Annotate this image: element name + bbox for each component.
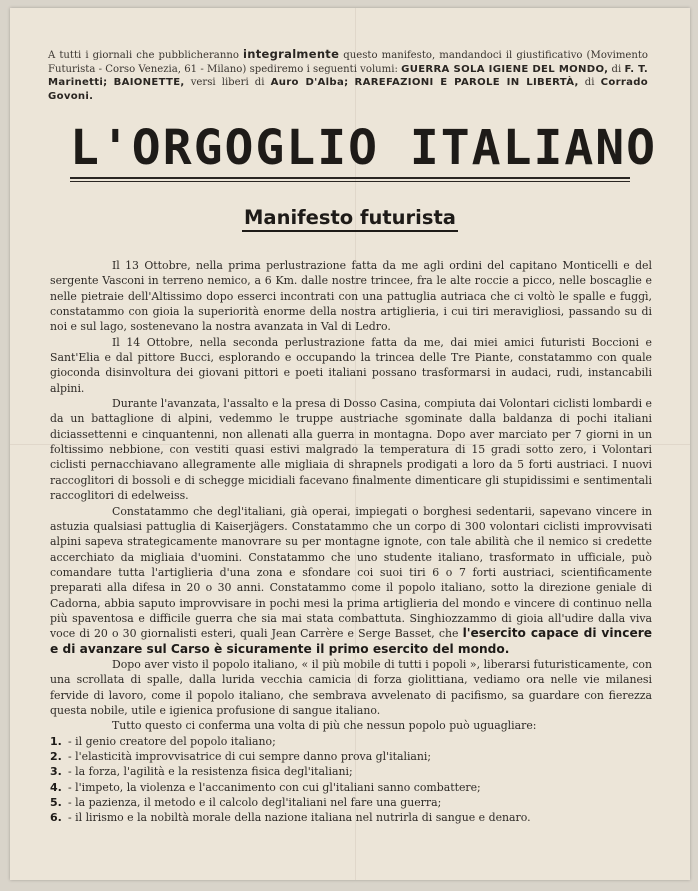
book-baionette: BAIONETTE,	[113, 77, 185, 88]
list-item-text: - l'impeto, la violenza e l'accanimento con cui gl'italiani sanno combattere;	[68, 780, 481, 794]
list-item-number: 6.	[50, 811, 62, 825]
paragraph-6: Tutto questo ci conferma una volta di più che nessun popolo può uguagliare:	[112, 719, 537, 733]
author-govoni: Corrado Govoni.	[48, 77, 648, 102]
list-item-number: 1.	[50, 734, 62, 748]
paragraph-4-emphasis: l'esercito capace di vincere e di avanzare sul Carso è sicuramente il primo esercito del mondo.	[50, 626, 652, 656]
book-rarefazioni: RAREFAZIONI E PAROLE IN LIBERTÀ,	[354, 77, 579, 88]
qualities-list	[50, 734, 652, 826]
list-item-number: 2.	[50, 750, 62, 763]
book-baionette-by: versi liberi di	[190, 77, 265, 88]
header-intro: A tutti i giornali che pubblicheranno	[48, 50, 239, 61]
list-item	[50, 810, 652, 825]
author-marinetti: F. T. Marinetti;	[48, 63, 648, 88]
list-item	[50, 795, 652, 810]
list-item-text: - il lirismo e la nobiltà morale della nazione italiana nel nutrirla di sangue e denaro.	[68, 811, 531, 825]
header-integralmente: integralmente	[243, 47, 340, 61]
list-item	[50, 749, 652, 764]
list-item-number: 3.	[50, 765, 62, 779]
subtitle	[10, 206, 690, 229]
paragraph-4-text: Constatammo che degl'italiani, già operai, impiegati o borghesi sedentarii, sapevano vincere in astuzia qualsiasi pattuglia di Kaiserjägers. Constatammo che un corpo di 300 volontari ciclisti improvvisati alpini sapeva strategicamente manovrare su per montagne ignote, con tale abilità che il nemico si credette accerchiato da migliaia d'uomini. Constatammo che uno studente italiano, trasformato in ufficiale, può comandare tutta l'artiglieria d'una zona e sfondare coi suoi tiri 6 o 7 forti austriaci, scientificamente preparati alla difesa in 20 o 30 anni. Constatammo come il popolo italiano, sotto la direzione geniale di Cadorna, abbia saputo improvvisare in pochi mesi la prima artiglieria del mondo e vincere di continuo nella più spaventosa e difficile guerra che sia mai stata combattuta. Singhiozzammo di gioia all'udire dalla viva voce di 20 o 30 giornalisti esteri, quali Jean Carrère e Serge Basset, che	[50, 504, 652, 641]
page-title: L'ORGOGLIO ITALIANO	[70, 120, 658, 176]
book-rarefazioni-by: di	[584, 77, 595, 88]
header-intro-cont: questo manifesto, mandandoci il giustificativo (Movimento Futurista - Corso Venezia, 61 - Milano) spediremo i seguenti volumi:	[48, 50, 649, 75]
paragraph-2: Il 14 Ottobre, nella seconda perlustrazione fatta da me, dai miei amici futuristi Boccioni e Sant'Elia e dal pittore Bucci, esplorando e occupando la trincea delle Tre Piante, constatammo con quale gioconda disinvoltura dei giovani pittori e poeti italiani possano trasformarsi in audaci, rudi, instancabili alpini.	[50, 335, 652, 395]
list-item-number: 5.	[50, 796, 62, 810]
subtitle-text: Manifesto futurista	[242, 206, 458, 232]
list-item	[50, 764, 652, 779]
list-item-text: - la pazienza, il metodo e il calcolo degl'italiani nel fare una guerra;	[68, 796, 442, 810]
list-item-text: - la forza, l'agilità e la resistenza fisica degl'italiani;	[68, 765, 353, 779]
title-block	[70, 120, 658, 182]
book-guerra-by: di	[611, 63, 622, 75]
paragraph-3: Durante l'avanzata, l'assalto e la presa di Dosso Casina, compiuta dai Volontari ciclisti lombardi e da un battaglione di alpini, vedemmo le truppe austriache sgominate dalla baldanza di pochi italiani diciassettenni e cinquantenni, non allenati alla guerra in montagna. Dopo aver marciato per 7 giorni in un foltissimo nebbione, con vestiti quasi estivi malgrado la temperatura di 15 gradi sotto zero, i Volontari ciclisti pernacchiavano allegramente alle migliaia di shrapnels prodigati a loro da 5 forti austriaci. I nuovi raccoglitori di bossoli e di schegge micidiali facevano finalmente dimenticare gli stupidissimi e sentimentali raccoglitori di edelweiss.	[50, 397, 652, 503]
manifesto-sheet	[10, 8, 690, 880]
list-item	[50, 734, 652, 749]
header-notice	[48, 48, 648, 103]
list-item-number: 4.	[50, 780, 62, 794]
list-item-text: - l'elasticità improvvisatrice di cui sempre danno prova gl'italiani;	[68, 750, 432, 763]
manifesto-body	[50, 258, 652, 826]
paragraph-1: Il 13 Ottobre, nella prima perlustrazione fatta da me agli ordini del capitano Monticelli e del sergente Vasconi in terreno nemico, a 6 Km. dalle nostre trincee, fra le alte roccie a picco, nelle boscaglie e nelle pietraie dell'Altissimo dopo esserci incontrati con una pattuglia autriaca che ci voltò le spalle e fuggì, constatammo con gioia la superiorità enorme della nostra artiglieria, i cui tiri meravigliosi, passando su di noi e sul lago, sostenevano la nostra avanzata in Val di Ledro.	[50, 259, 652, 334]
list-item-text: - il genio creatore del popolo italiano;	[68, 734, 276, 748]
title-underline-thin	[70, 181, 630, 182]
paragraph-4	[50, 504, 652, 657]
title-underline-thick	[70, 177, 630, 179]
book-guerra: GUERRA SOLA IGIENE DEL MONDO,	[401, 63, 609, 75]
list-item	[50, 780, 652, 795]
author-auro-dalba: Auro D'Alba;	[270, 77, 349, 88]
paragraph-5: Dopo aver visto il popolo italiano, « il più mobile di tutti i popoli », liberarsi futuristicamente, con una scrollata di spalle, dalla lurida vecchia camicia di forza giolittiana, vediamo ora nelle vie milanesi fervide di lavoro, come il popolo italiano, che sembrava avvelenato di pacifismo, sa guardare con fierezza questa nobile, utile e igienica profusione di sangue italiano.	[50, 657, 652, 717]
